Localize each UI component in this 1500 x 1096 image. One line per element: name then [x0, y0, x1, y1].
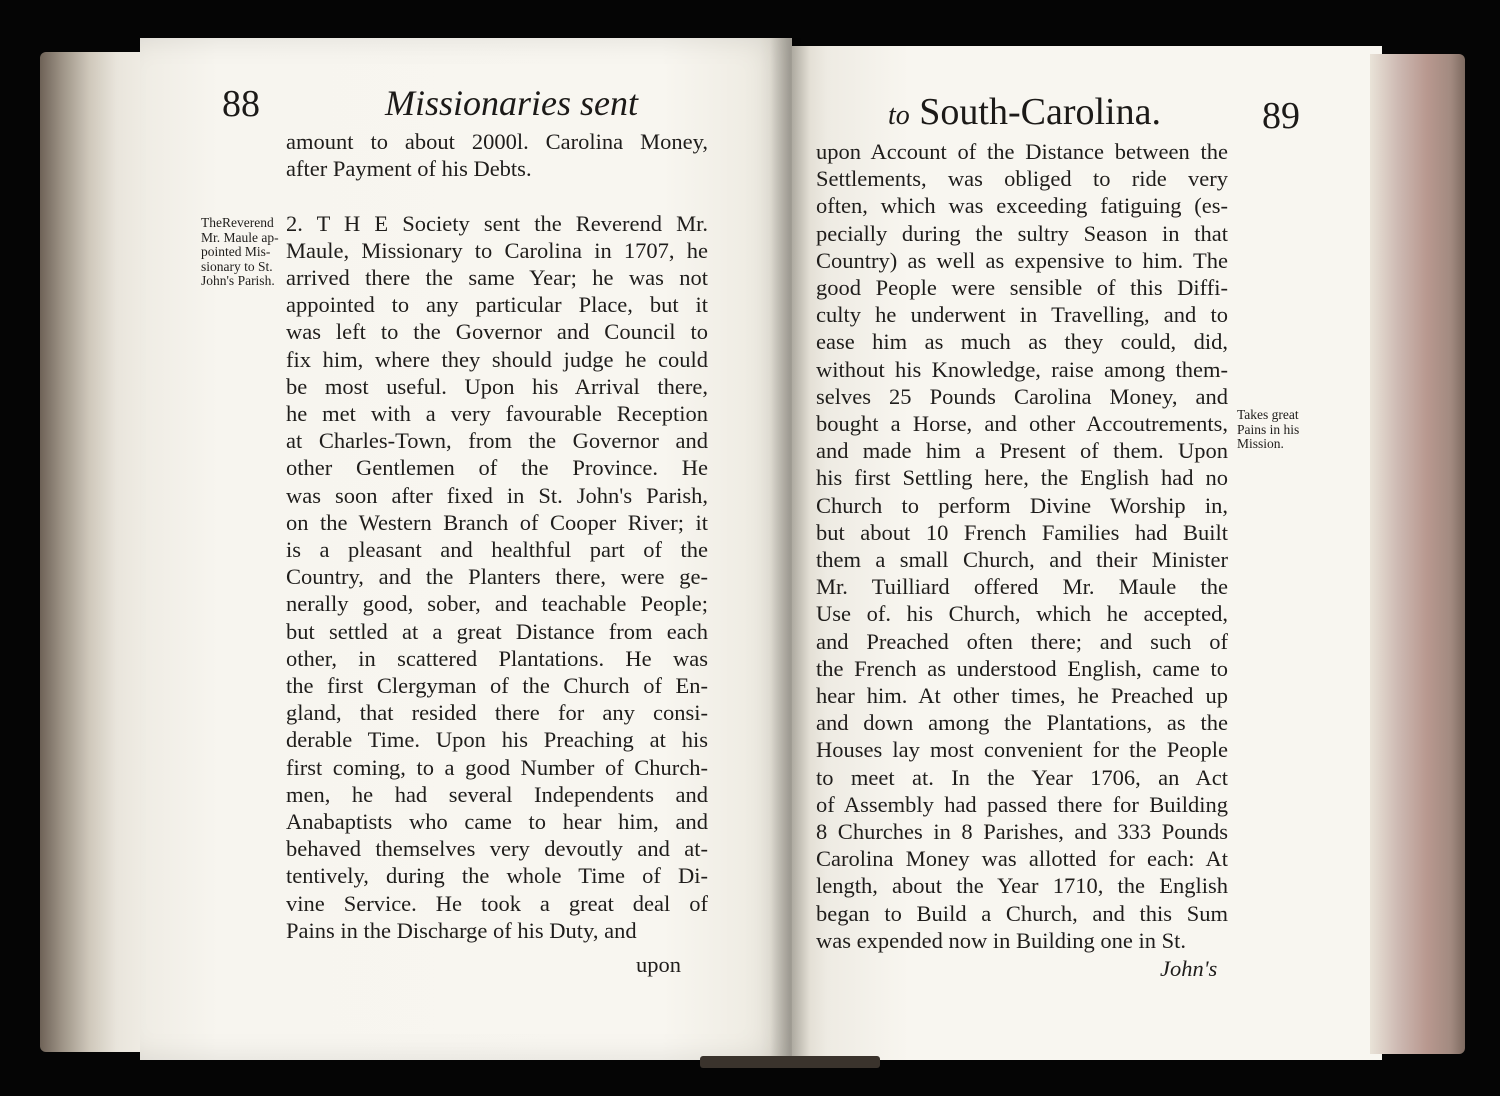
text-line: be most useful. Upon his Arrival there,	[286, 373, 708, 399]
text-line: first coming, to a good Number of Church-	[286, 754, 708, 780]
text-line: length, about the Year 1710, the English	[816, 873, 1228, 899]
text-line: tentively, during the whole Time of Di-	[286, 863, 708, 889]
margin-note-line: Pains in his	[1237, 421, 1300, 437]
spine	[700, 1056, 880, 1068]
margin-note-line: John's Parish.	[201, 273, 275, 288]
right-page-edges	[1370, 54, 1465, 1054]
right-body-text	[816, 138, 1228, 954]
text-line: them a small Church, and their Minister	[816, 547, 1228, 573]
text-line: of Assembly had passed there for Building	[816, 791, 1228, 817]
text-line: hear him. At other times, he Preached up	[816, 683, 1228, 709]
text-line: and made him a Present of them. Upon	[816, 438, 1228, 464]
text-line: derable Time. Upon his Preaching at his	[286, 727, 708, 753]
text-line: 2. T H E Society sent the Reverend Mr.	[286, 210, 708, 236]
text-line: to meet at. In the Year 1706, an Act	[816, 764, 1228, 790]
left-body-text	[286, 128, 708, 944]
text-line: Church to perform Divine Worship in,	[816, 492, 1228, 518]
margin-note-line: Mission.	[1237, 436, 1284, 451]
margin-note-line: Takes great	[1237, 407, 1299, 422]
text-line: began to Build a Church, and this Sum	[816, 900, 1228, 926]
left-catchword: upon	[636, 952, 681, 977]
text-line: behaved themselves very devoutly and at-	[286, 836, 708, 862]
left-page-number: 88	[222, 83, 260, 125]
text-line: Use of. his Church, which he accepted,	[816, 601, 1228, 627]
text-line: arrived there the same Year; he was not	[286, 265, 708, 291]
text-line: was left to the Governor and Council to	[286, 319, 708, 345]
text-line: Country) as well as expensive to him. The	[816, 247, 1228, 273]
text-line: the French as understood English, came to	[816, 655, 1228, 681]
text-line: other Gentlemen of the Province. He	[286, 455, 708, 481]
running-head-to: to	[888, 100, 910, 131]
text-line: Carolina Money was allotted for each: At	[816, 846, 1228, 872]
text-line: Anabaptists who came to hear him, and	[286, 809, 708, 835]
text-line: pecially during the sultry Season in that	[816, 220, 1228, 246]
open-book	[40, 38, 1465, 1068]
left-page-edges	[40, 52, 150, 1052]
text-line: often, which was exceeding fatiguing (es-	[816, 193, 1228, 219]
margin-note-line: TheReverend	[201, 215, 274, 230]
text-line: without his Knowledge, raise among them-	[816, 356, 1228, 382]
text-line: ease him as much as they could, did,	[816, 329, 1228, 355]
running-head-title: South-Carolina.	[919, 91, 1161, 133]
text-line: men, he had several Independents and	[286, 781, 708, 807]
text-line: gland, that resided there for any consi-	[286, 700, 708, 726]
left-margin-note	[201, 216, 296, 289]
margin-note-line: sionary to St.	[201, 258, 273, 274]
left-running-head: Missionaries sent	[385, 83, 639, 123]
text-line: Maule, Missionary to Carolina in 1707, he	[286, 237, 708, 263]
text-line: culty he underwent in Travelling, and to	[816, 302, 1228, 328]
margin-note-line: pointed Mis-	[201, 244, 271, 259]
text-line: selves 25 Pounds Carolina Money, and	[816, 383, 1228, 409]
text-line: and Preached often there; and such of	[816, 628, 1228, 654]
text-line: is a pleasant and healthful part of the	[286, 537, 708, 563]
text-line: Pains in the Discharge of his Duty, and	[286, 917, 637, 943]
text-line: appointed to any particular Place, but it	[286, 292, 708, 318]
right-catchword: John's	[1160, 956, 1218, 981]
text-line: his first Settling here, the English had no	[816, 465, 1228, 491]
text-line: and down among the Plantations, as the	[816, 710, 1228, 736]
right-running-head	[888, 90, 1161, 134]
text-line	[286, 182, 708, 209]
text-line: was soon after fixed in St. John's Parish,	[286, 482, 708, 508]
text-line: Mr. Tuilliard offered Mr. Maule the	[816, 574, 1228, 600]
text-line: other, in scattered Plantations. He was	[286, 645, 708, 671]
text-line: was expended now in Building one in St.	[816, 927, 1186, 953]
text-line: Houses lay most convenient for the People	[816, 737, 1228, 763]
text-line: 8 Churches in 8 Parishes, and 333 Pounds	[816, 819, 1228, 845]
text-line: bought a Horse, and other Accoutrements,	[816, 411, 1228, 437]
text-line: nerally good, sober, and teachable People;	[286, 591, 708, 617]
gutter-shadow	[770, 38, 810, 1068]
text-line: fix him, where they should judge he could	[286, 346, 708, 372]
text-line: at Charles-Town, from the Governor and	[286, 428, 708, 454]
text-line: vine Service. He took a great deal of	[286, 890, 708, 916]
margin-note-line: Mr. Maule ap-	[201, 229, 279, 245]
text-line: amount to about 2000l. Carolina Money,	[286, 129, 708, 154]
right-margin-note	[1237, 408, 1327, 452]
text-line: on the Western Branch of Cooper River; it	[286, 509, 708, 535]
text-line: Country, and the Planters there, were ge-	[286, 564, 708, 590]
text-line: but settled at a great Distance from each	[286, 618, 708, 644]
right-page-number: 89	[1262, 95, 1300, 137]
text-line: good People were sensible of this Diffi-	[816, 275, 1228, 301]
text-line: upon Account of the Distance between the	[816, 139, 1228, 164]
text-line: Settlements, was obliged to ride very	[816, 166, 1228, 192]
text-line: he met with a very favourable Reception	[286, 401, 708, 427]
text-line: but about 10 French Families had Built	[816, 519, 1228, 545]
text-line: the first Clergyman of the Church of En-	[286, 673, 708, 699]
text-line: after Payment of his Debts.	[286, 156, 532, 182]
